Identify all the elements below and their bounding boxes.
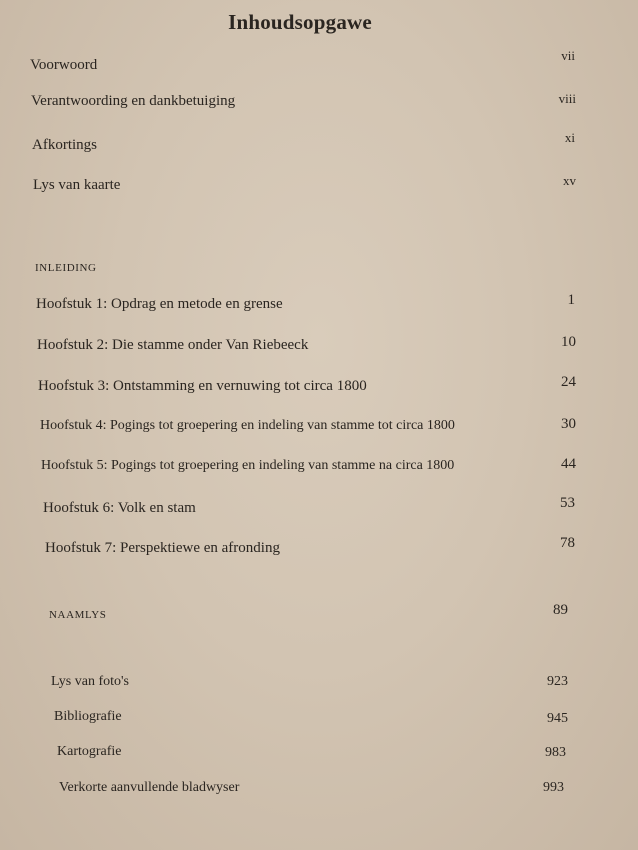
section-heading-naamlys[interactable]: NAAMLYS xyxy=(49,609,107,621)
toc-entry-label: Bibliografie xyxy=(54,709,122,724)
toc-chapter-page: 53 xyxy=(560,495,575,511)
toc-chapter-page: 44 xyxy=(561,456,576,472)
toc-entry-page: xv xyxy=(563,173,576,188)
toc-chapter-page: 10 xyxy=(561,334,576,350)
toc-entry-page: 945 xyxy=(547,711,568,726)
toc-chapter-page: 24 xyxy=(561,374,576,390)
toc-entry-page: 993 xyxy=(543,780,564,795)
page-title: Inhoudsopgawe xyxy=(228,10,372,34)
toc-entry-page: xi xyxy=(564,130,575,145)
toc-chapter-page: 1 xyxy=(567,292,575,308)
toc-entry-page: 923 xyxy=(547,674,568,689)
toc-chapter-page: 78 xyxy=(560,535,575,551)
toc-entry-label: Afkortings xyxy=(32,137,97,153)
toc-chapter-label: Hoofstuk 6: Volk en stam xyxy=(43,500,196,516)
toc-entry-page: viii xyxy=(558,91,576,106)
toc-chapter-label: Hoofstuk 5: Pogings tot groepering en indeling van stamme na circa 1800 xyxy=(41,458,455,473)
toc-entry-label: Kartografie xyxy=(57,744,122,759)
toc-chapter-label: Hoofstuk 4: Pogings tot groepering en indeling van stamme tot circa 1800 xyxy=(40,418,455,433)
toc-chapter-label: Hoofstuk 3: Ontstamming en vernuwing tot circa 1800 xyxy=(38,378,367,394)
naamlys-page: 89 xyxy=(553,602,568,618)
toc-chapter-label: Hoofstuk 1: Opdrag en metode en grense xyxy=(36,296,283,312)
toc-chapter-label: Hoofstuk 7: Perspektiewe en afronding xyxy=(45,540,280,556)
toc-chapter-page: 30 xyxy=(561,416,576,432)
toc-entry-label: Voorwoord xyxy=(30,57,98,73)
toc-entry-label: Verantwoording en dankbetuiging xyxy=(31,93,236,109)
toc-entry-label: Lys van kaarte xyxy=(33,177,121,193)
toc-entry-page: vii xyxy=(561,48,575,63)
toc-entry-page: 983 xyxy=(545,745,566,760)
toc-chapter-label: Hoofstuk 2: Die stamme onder Van Riebeeck xyxy=(37,337,309,353)
toc-entry-label: Lys van foto's xyxy=(51,674,129,689)
section-heading-inleiding: INLEIDING xyxy=(35,262,97,274)
toc-entry-label: Verkorte aanvullende bladwyser xyxy=(59,780,240,795)
